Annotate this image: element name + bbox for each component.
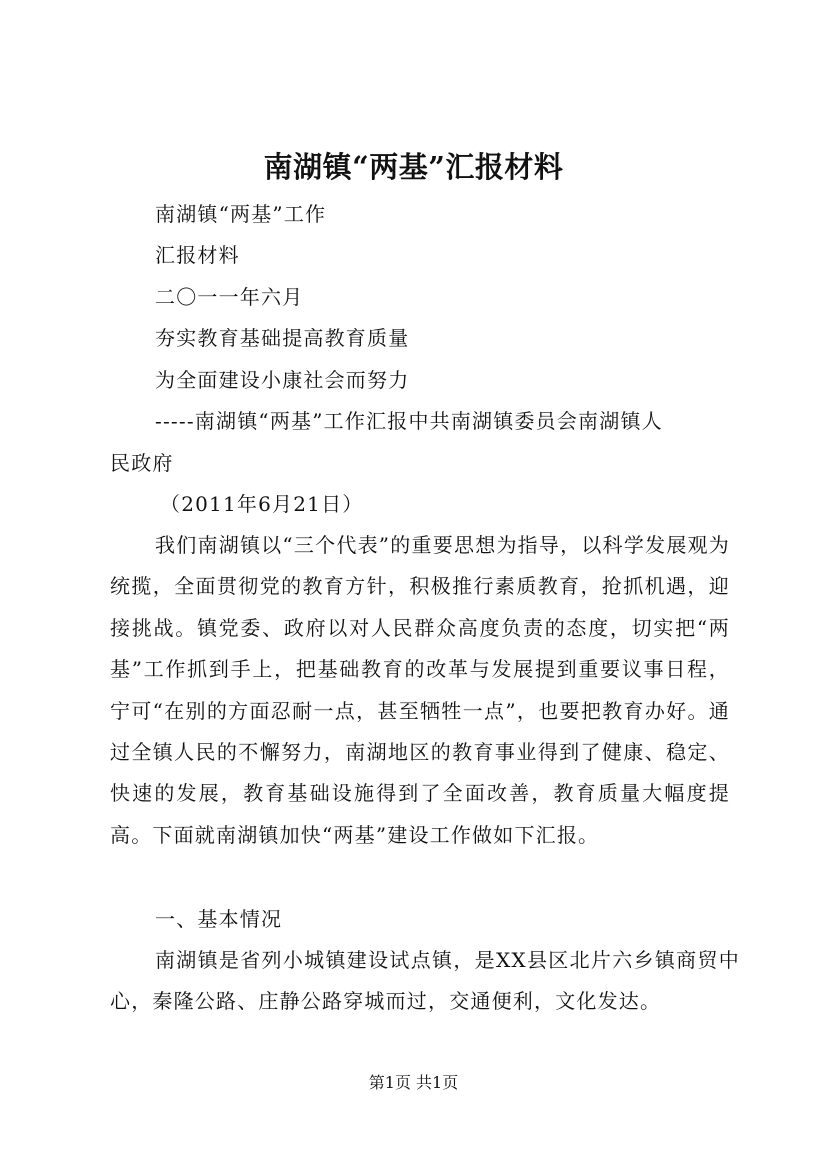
- date-line: 二〇一一年六月: [155, 285, 304, 309]
- subtitle-line-1: 南湖镇“两基”工作: [155, 202, 327, 226]
- page-footer: 第1页 共1页: [368, 1073, 459, 1092]
- body-paragraph-1: 我们南湖镇以“三个代表”的重要思想为指导，以科学发展观为统揽，全面贯彻党的教育方针，积极推行素质教育，抢抓机遇，迎接挑战。镇党委、政府以对人民群众高度负责的态度，切实把“两基”工作抓到手上，把基础教育的改革与发展提到重要议事日程，宁可“在别的方面忍耐一点，甚至牺牲一点”，也要把教育办好。通过全镇人民的不懈努力，南湖地区的教育事业得到了健康、稳定、快速的发展，教育基础设施得到了全面改善，教育质量大幅度提高。下面就南湖镇加快“两基”建设工作做如下汇报。: [110, 533, 730, 847]
- section-heading: 一、基本情况: [155, 907, 283, 931]
- subtitle-line-2: 汇报材料: [155, 243, 240, 267]
- slogan-line-1: 夯实教育基础提高教育质量: [155, 326, 410, 350]
- author-line-1: -----南湖镇“两基”工作汇报中共南湖镇委员会南湖镇人: [155, 409, 663, 433]
- report-date: （2011年6月21日）: [160, 492, 364, 516]
- document-title: 南湖镇“两基”汇报材料: [263, 150, 564, 184]
- slogan-line-2: 为全面建设小康社会而努力: [155, 368, 410, 392]
- body-paragraph-2: 南湖镇是省列小城镇建设试点镇，是XX县区北片六乡镇商贸中心，秦隆公路、庄静公路穿城而过，交通便利，文化发达。: [110, 948, 740, 1014]
- author-line-2: 民政府: [110, 451, 174, 475]
